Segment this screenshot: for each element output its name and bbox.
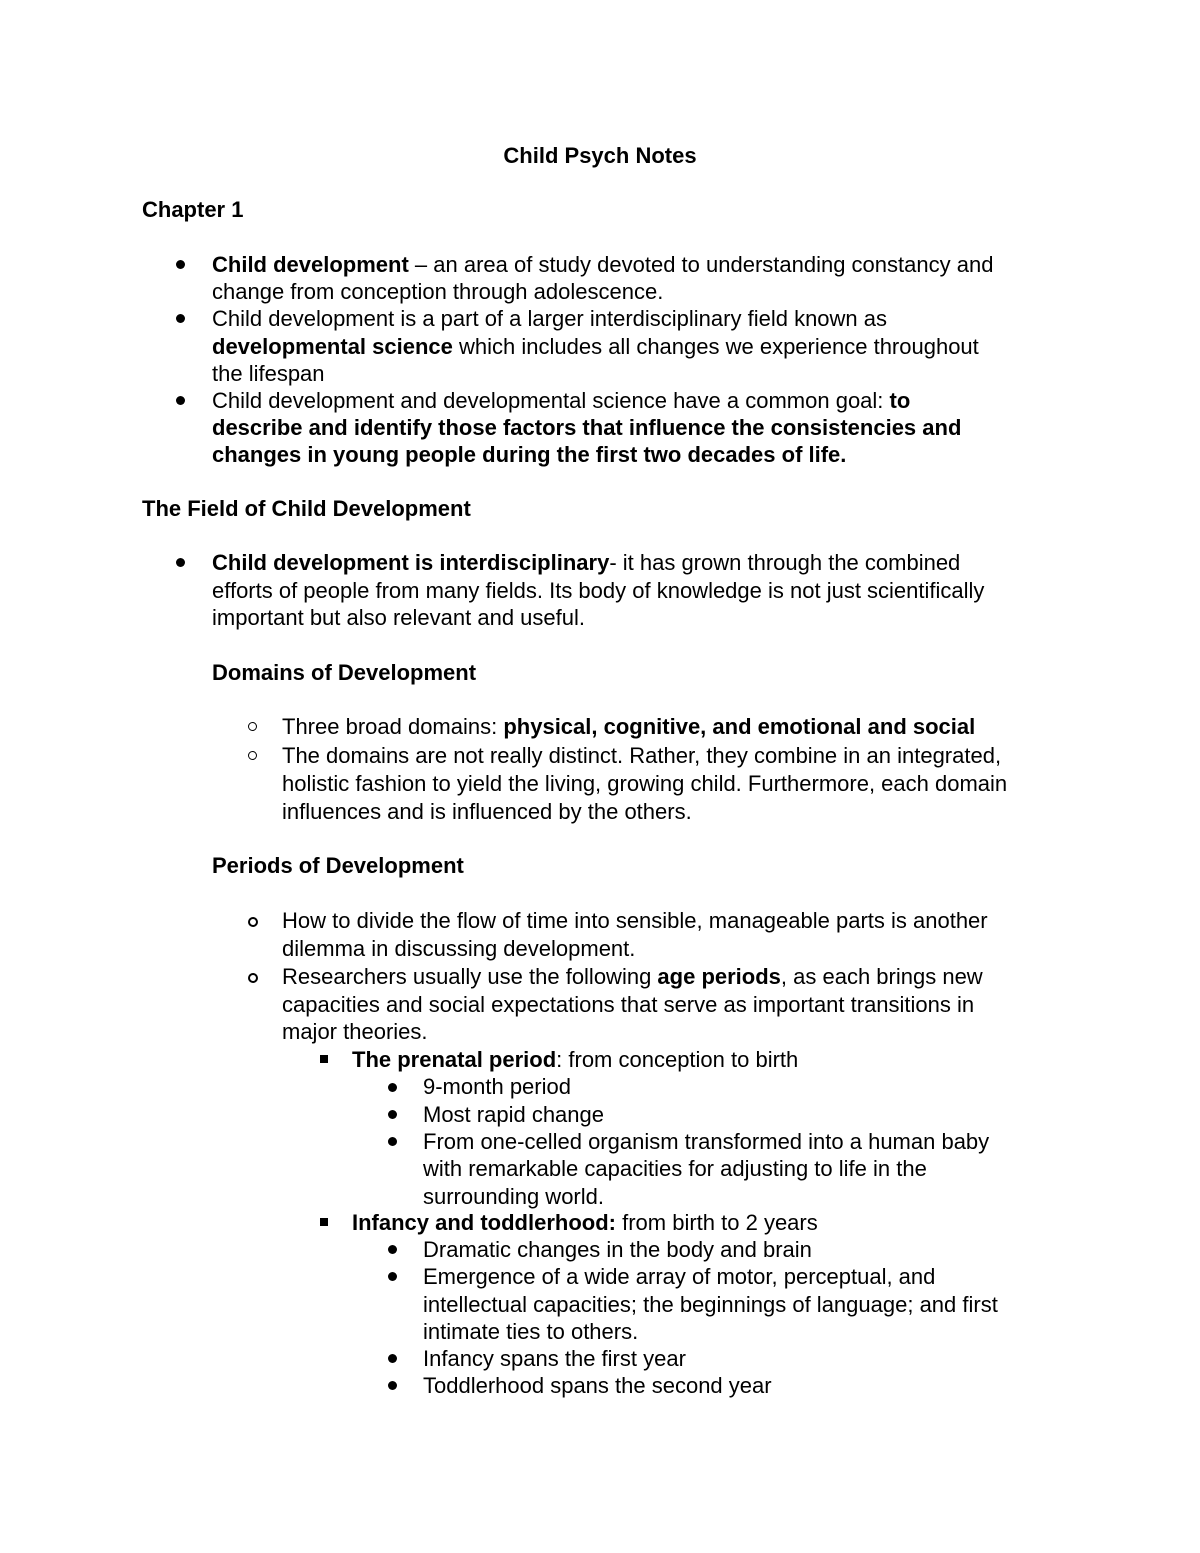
list-item (212, 251, 993, 278)
item-text: Dramatic changes in the body and brain (423, 1237, 812, 1262)
item-text: - it has grown through the combined (609, 550, 961, 575)
item-text: Child development is a part of a larger interdisciplinary field known as (212, 306, 888, 331)
item-text: Toddlerhood spans the second year (423, 1373, 772, 1398)
item-text: Emergence of a wide array of motor, perceptual, and (423, 1264, 936, 1289)
item-text: dilemma in discussing development. (282, 936, 636, 961)
item-text: intimate ties to others. (423, 1319, 639, 1344)
square-bullet-icon (320, 1055, 328, 1063)
bullet-icon (176, 260, 185, 269)
term-bold: Child development (212, 252, 409, 277)
bullet-icon (388, 1083, 397, 1092)
item-text: the lifespan (212, 361, 325, 386)
item-text: from birth to 2 years (616, 1210, 818, 1235)
item-text: Child development and developmental science have a common goal: (212, 388, 890, 413)
list-item (282, 713, 975, 740)
bullet-icon (176, 396, 185, 405)
term-bold: Infancy and toddlerhood: (352, 1210, 616, 1235)
item-text: 9-month period (423, 1074, 571, 1099)
item-text: efforts of people from many fields. Its body of knowledge is not just scientifically (212, 578, 985, 603)
term-bold: physical, cognitive, and emotional and social (503, 714, 976, 739)
bullet-icon (388, 1272, 397, 1281)
term-bold: age periods (657, 964, 781, 989)
list-item (212, 549, 960, 576)
circle-bullet-icon (248, 751, 257, 760)
document-title: Child Psych Notes (503, 143, 697, 168)
bullet-icon (388, 1381, 397, 1390)
term-bold: The prenatal period (352, 1047, 557, 1072)
section-heading: The Field of Child Development (142, 496, 471, 521)
item-text: major theories. (282, 1019, 428, 1044)
list-item (352, 1209, 818, 1236)
item-text: intellectual capacities; the beginnings of language; and first (423, 1292, 998, 1317)
item-text: – an area of study devoted to understanding constancy and (408, 252, 994, 277)
item-text: Three broad domains: (282, 714, 504, 739)
item-text: which includes all changes we experience throughout (452, 334, 979, 359)
bullet-icon (388, 1354, 397, 1363)
bullet-icon (388, 1137, 397, 1146)
item-text: , as each brings new (780, 964, 983, 989)
term-bold: developmental science (212, 334, 453, 359)
item-text: Researchers usually use the following (282, 964, 658, 989)
circle-bullet-icon (248, 722, 257, 731)
circle-bullet-icon (248, 973, 258, 983)
item-text: capacities and social expectations that serve as important transitions in (282, 992, 975, 1017)
item-text-bold: changes in young people during the first two decades of life. (212, 442, 847, 467)
circle-bullet-icon (248, 917, 258, 927)
subsection-heading: Periods of Development (212, 853, 464, 878)
item-text: influences and is influenced by the others. (282, 799, 692, 824)
list-item (352, 1046, 798, 1073)
item-text: The domains are not really distinct. Rather, they combine in an integrated, (282, 743, 1002, 768)
bullet-icon (388, 1110, 397, 1119)
subsection-heading: Domains of Development (212, 660, 477, 685)
term-bold: to (889, 388, 911, 413)
bullet-icon (388, 1245, 397, 1254)
item-text: : from conception to birth (556, 1047, 799, 1072)
term-bold: Child development is interdisciplinary (212, 550, 610, 575)
item-text-bold: describe and identify those factors that influence the consistencies and (212, 415, 962, 440)
chapter-heading: Chapter 1 (142, 197, 244, 222)
item-text: Most rapid change (423, 1102, 604, 1127)
item-text: How to divide the flow of time into sensible, manageable parts is another (282, 908, 988, 933)
square-bullet-icon (320, 1218, 328, 1226)
item-text: important but also relevant and useful. (212, 605, 586, 630)
list-item (212, 387, 910, 414)
item-text: holistic fashion to yield the living, growing child. Furthermore, each domain (282, 771, 1008, 796)
bullet-icon (176, 314, 185, 323)
item-text: change from conception through adolescence. (212, 279, 664, 304)
item-text: Infancy spans the first year (423, 1346, 686, 1371)
item-text: From one-celled organism transformed into a human baby (423, 1129, 990, 1154)
list-item (212, 333, 979, 360)
item-text: surrounding world. (423, 1184, 604, 1209)
bullet-icon (176, 558, 185, 567)
item-text: with remarkable capacities for adjusting to life in the (423, 1156, 927, 1181)
list-item (282, 963, 983, 990)
